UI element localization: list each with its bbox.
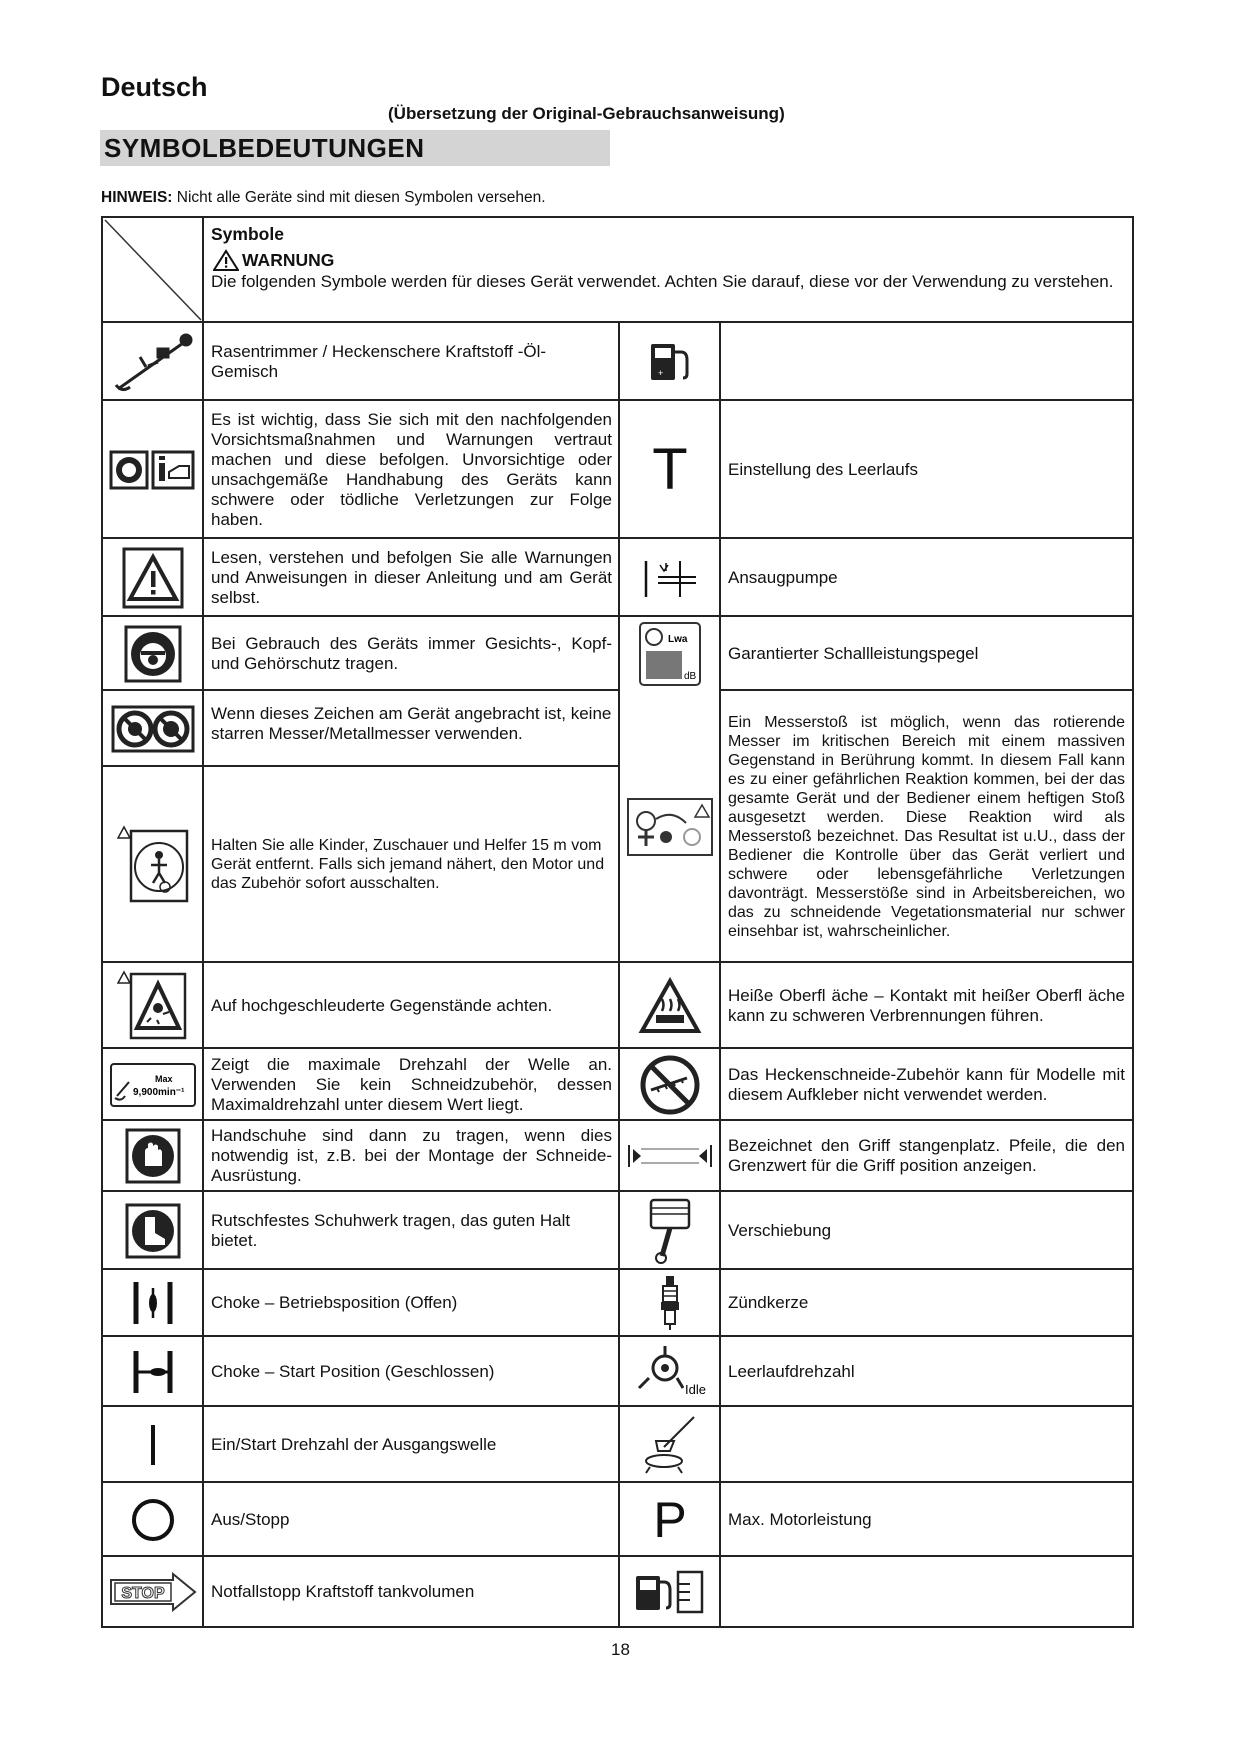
note-text: Nicht alle Geräte sind mit diesen Symbolen versehen. — [172, 189, 546, 206]
keep-distance-icon — [103, 767, 203, 962]
left-text-6: Auf hochgeschleuderte Gegenstände achten. — [211, 995, 553, 1015]
choke-closed-icon — [103, 1337, 203, 1406]
max-power-icon — [620, 1483, 720, 1556]
warning-triangle-icon — [103, 539, 203, 616]
idle-adjust-icon — [620, 401, 720, 538]
right-text-0: Einstellung des Leerlaufs — [728, 459, 918, 479]
emergency-stop-icon — [103, 1557, 203, 1627]
idle-speed-icon — [620, 1337, 720, 1406]
left-text-8: Handschuhe sind dann zu tragen, wenn dies notwendig ist, z.B. bei der Montage der Schneide-Ausrüstung. — [211, 1126, 612, 1185]
svg-text:+: + — [658, 367, 664, 378]
left-text-14: Notfallstopp Kraftstoff tankvolumen — [211, 1582, 475, 1601]
left-text-10: Choke – Betriebsposition (Offen) — [211, 1293, 458, 1312]
left-text-12: Ein/Start Drehzahl der Ausgangswelle — [211, 1434, 497, 1454]
sound-mark: Lwa — [668, 633, 688, 645]
note — [101, 189, 546, 207]
stop-label: STOP — [121, 1585, 165, 1602]
face-head-ear-protection-icon — [103, 617, 203, 690]
warning-label: WARNUNG — [242, 249, 335, 270]
left-text-7: Zeigt die maximale Drehzahl der Welle an. Verwenden Sie kein Schneidzubehör, dessen Maximaldrehzahl unter diesem Wert liegt. — [211, 1054, 612, 1114]
warning-triangle-small-icon — [213, 249, 239, 271]
sound-unit: dB — [684, 670, 697, 682]
idle-label: Idle — [685, 1381, 706, 1397]
left-text-0: Rasentrimmer / Heckenschere Kraftstoff -Öl-Gemisch — [211, 341, 547, 381]
max-speed-icon — [103, 1049, 203, 1120]
piston-icon — [620, 1192, 720, 1269]
right-text-5: Das Heckenschneide-Zubehör kann für Modelle mit diesem Aufkleber nicht verwendet werden. — [728, 1064, 1125, 1104]
idle-adjust-glyph: T — [652, 437, 688, 502]
symbol-table — [101, 216, 1134, 1628]
page-number: 18 — [611, 1640, 630, 1659]
no-hedge-attachment-icon — [620, 1049, 720, 1120]
max-label: Max — [155, 1073, 173, 1084]
right-text-1: Ansaugpumpe — [728, 567, 838, 587]
trimmer-icon — [103, 323, 203, 400]
primer-pump-icon — [620, 539, 720, 616]
left-text-1: Es ist wichtig, dass Sie sich mit den nachfolgenden Vorsichtsmaßnahmen und Warnungen vertraut machen und diese befolgen. Unvorsichtige oder unsachgemäße Handhabung des Geräts kann schwere oder tödliche Verletzungen zur Folge haben. — [211, 409, 612, 529]
kickback-icon — [620, 691, 720, 962]
left-text-9: Rutschfestes Schuhwerk tragen, das guten Halt bietet. — [211, 1210, 571, 1250]
spark-plug-icon — [620, 1270, 720, 1336]
max-value: 9,900min⁻¹ — [133, 1086, 185, 1098]
right-text-7: Verschiebung — [728, 1220, 832, 1240]
right-text-11: Max. Motorleistung — [728, 1509, 872, 1529]
fuel-oil-mix-icon — [620, 323, 720, 400]
gloves-icon — [103, 1121, 203, 1191]
right-text-8: Zündkerze — [728, 1293, 809, 1312]
note-label: HINWEIS: — [101, 189, 173, 206]
intro-heading: Symbole — [211, 224, 284, 244]
boots-icon — [103, 1192, 203, 1269]
warning-line — [204, 245, 1132, 271]
section-title: SYMBOLBEDEUTUNGEN — [104, 133, 425, 163]
left-text-11: Choke – Start Position (Geschlossen) — [211, 1361, 495, 1381]
hot-surface-icon — [620, 963, 720, 1048]
off-stop-icon — [103, 1483, 203, 1556]
cutting-head-icon — [620, 1407, 720, 1482]
right-text-2: Garantierter Schallleistungspegel — [728, 643, 979, 663]
warning-text: Die folgenden Symbole werden für dieses Gerät verwendet. Achten Sie darauf, diese vor der Verwendung zu verstehen. — [211, 272, 1114, 291]
subtitle: (Übersetzung der Original-Gebrauchsanweisung) — [388, 104, 785, 123]
fuel-tank-icon — [620, 1557, 720, 1627]
left-text-2: Lesen, verstehen und befolgen Sie alle Warnungen und Anweisungen in dieser Anleitung und am Gerät selbst. — [211, 547, 612, 607]
left-text-3: Bei Gebrauch des Geräts immer Gesichts-, Kopf- und Gehörschutz tragen. — [211, 633, 612, 673]
sound-power-icon — [620, 617, 720, 690]
left-text-4: Wenn dieses Zeichen am Gerät angebracht ist, keine starren Messer/Metallmesser verwenden. — [211, 704, 612, 743]
language-heading: Deutsch — [101, 72, 208, 102]
right-text-3: Ein Messerstoß ist möglich, wenn das rotierende Messer im kritischen Bereich mit einem massiven Gegenstand in Berührung kommt. In diesem Fall kann es zu einer gefährlichen Reaktion kommen, bei der das gesamte Gerät und der Bediener einem heftigen Stoß ausgesetzt werden. Diese Reaktion wird als Messerstoß bezeichnet. Das Resultat ist u.U., dass der Bediener die Kontrolle über das Gerät verliert und schwere oder lebensgefährliche Verletzungen davonträgt. Messerstöße sind in Arbeitsbereichen, wo das zu schneidende Vegetationsmaterial nur schwer einsehbar ist, wahrscheinlicher. — [728, 713, 1125, 940]
thrown-objects-icon — [103, 963, 203, 1048]
on-start-icon — [103, 1407, 203, 1482]
no-metal-blade-icon — [103, 691, 203, 766]
intro-cell — [204, 218, 1132, 322]
right-text-6: Bezeichnet den Griff stangenplatz. Pfeile, die den Grenzwert für die Griff position anzeigen. — [728, 1136, 1125, 1175]
read-manual-icon — [103, 401, 203, 538]
left-text-13: Aus/Stopp — [211, 1509, 290, 1529]
max-power-glyph: P — [653, 1491, 687, 1548]
grip-position-icon — [620, 1121, 720, 1191]
choke-open-icon — [103, 1270, 203, 1336]
right-text-9: Leerlaufdrehzahl — [728, 1361, 855, 1381]
left-text-5: Halten Sie alle Kinder, Zuschauer und Helfer 15 m vom Gerät entfernt. Falls sich jemand nähert, den Motor und das Zubehör sofort ausschalten. — [211, 837, 605, 892]
right-text-4: Heiße Oberfl äche – Kontakt mit heißer Oberfl äche kann zu schweren Verbrennungen führen. — [728, 985, 1125, 1025]
diagonal-line — [105, 220, 201, 320]
